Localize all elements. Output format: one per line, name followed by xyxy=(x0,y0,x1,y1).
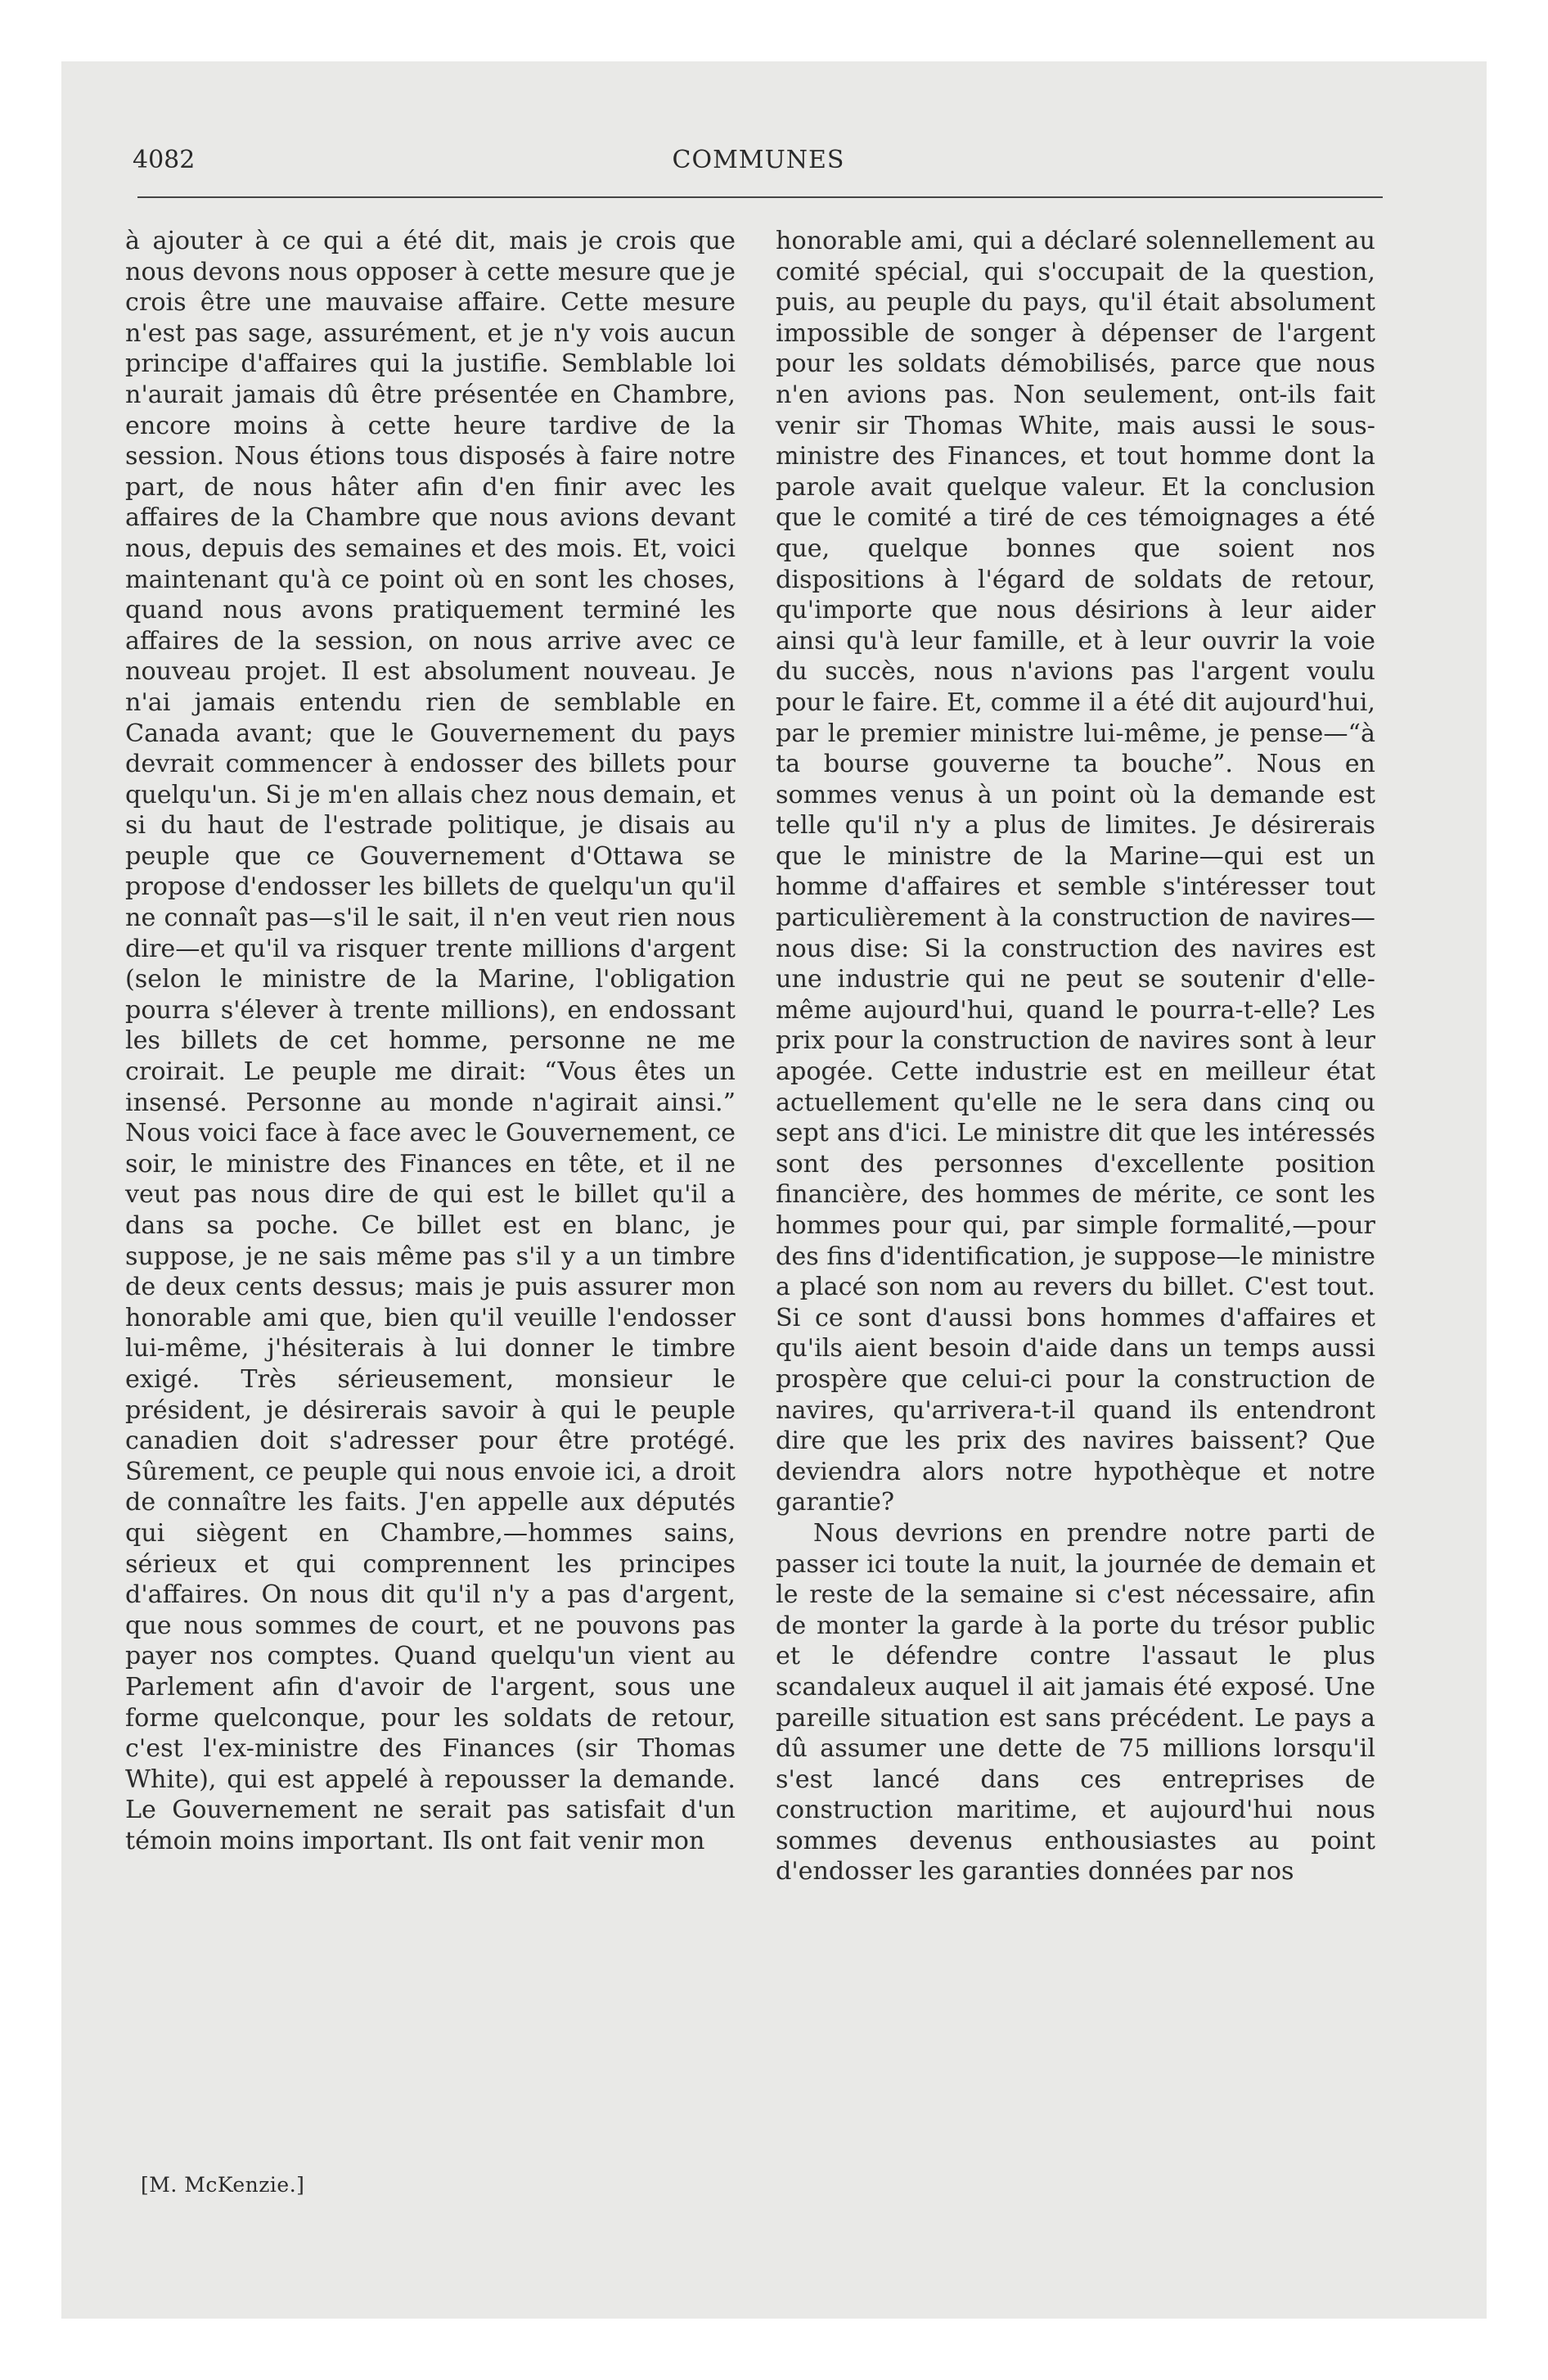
left-column-paragraph: à ajouter à ce qui a été dit, mais je crois que nous devons nous opposer à cette mesure que je crois être une mauvaise affaire. Cette mesure n'est pas sage, assurément, et je n'y vois aucun principe d'affaires qui la justifie. Semblable loi n'aurait jamais dû être présentée en Chambre, encore moins à cette heure tardive de la session. Nous étions tous disposés à faire notre part, de nous hâter afin d'en finir avec les affaires de la Chambre que nous avions devant nous, depuis des semaines et des mois. Et, voici maintenant qu'à ce point où en sont les choses, quand nous avons pratiquement terminé les affaires de la session, on nous arrive avec ce nouveau projet. Il est absolument nouveau. Je n'ai jamais entendu rien de semblable en Canada avant; que le Gouvernement du pays devrait commencer à endosser des billets pour quelqu'un. Si je m'en allais chez nous demain, et si du haut de l'estrade politique, je disais au peuple que ce Gouvernement d'Ottawa se propose d'endosser les billets de quelqu'un qu'il ne connaît pas—s'il le sait, il n'en veut rien nous dire—et qu'il va risquer trente millions d'argent (selon le ministre de la Marine, l'obligation pourra s'élever à trente millions), en endossant les billets de cet homme, personne ne me croirait. Le peuple me dirait: “Vous êtes un insensé. Personne au monde n'agirait ainsi.” Nous voici face à face avec le Gouvernement, ce soir, le ministre des Finances en tête, et il ne veut pas nous dire de qui est le billet qu'il a dans sa poche. Ce billet est en blanc, je suppose, je ne sais même pas s'il y a un timbre de deux cents dessus; mais je puis assurer mon honorable ami que, bien qu'il veuille l'endosser lui-même, j'hésiterais à lui donner le timbre exigé. Très sérieusement, monsieur le président, je désirerais savoir à qui le peuple canadien doit s'adresser pour être protégé. Sûrement, ce peuple qui nous envoie ici, a droit de connaître les faits. J'en appelle aux députés qui siègent en Chambre,—hommes sains, sérieux et qui comprennent les principes d'affaires. On nous dit qu'il n'y a pas d'argent, que nous sommes de court, et ne pouvons pas payer nos comptes. Quand quelqu'un vient au Parlement afin d'avoir de l'argent, sous une forme quelconque, pour les soldats de retour, c'est l'ex-ministre des Finances (sir Thomas White), qui est appelé à repousser la demande. Le Gouvernement ne serait pas satisfait d'un témoin moins important. Ils ont fait venir mon xyxy=(125,227,736,1855)
right-column xyxy=(776,226,1375,1887)
running-head xyxy=(133,139,1384,178)
left-column xyxy=(125,226,736,1856)
right-column-paragraph: Nous devrions en prendre notre parti de passer ici toute la nuit, la journée de demain et le reste de la semaine si c'est nécessaire, afin de monter la garde à la porte du trésor public et le défendre contre l'assaut le plus scandaleux auquel il ait jamais été exposé. Une pareille situation est sans précédent. Le pays a dû assumer une dette de 75 millions lorsqu'il s'est lancé dans ces entreprises de construction maritime, et aujourd'hui nous sommes devenus enthousiastes au point d'endosser les garanties données par nos xyxy=(776,1518,1375,1886)
page-header-title: COMMUNES xyxy=(672,146,845,174)
speaker-tag: [M. McKenzie.] xyxy=(141,2173,305,2197)
page-number: 4082 xyxy=(133,146,196,174)
header-rule xyxy=(137,196,1383,198)
right-column-paragraph: honorable ami, qui a déclaré solennellement au comité spécial, qui s'occupait de la question, puis, au peuple du pays, qu'il était absolument impossible de songer à dépenser de l'argent pour les soldats démobilisés, parce que nous n'en avions pas. Non seulement, ont-ils fait venir sir Thomas White, mais aussi le sous-ministre des Finances, et tout homme dont la parole avait quelque valeur. Et la conclusion que le comité a tiré de ces témoignages a été que, quelque bonnes que soient nos dispositions à l'égard de soldats de retour, qu'importe que nous désirions à leur aider ainsi qu'à leur famille, et à leur ouvrir la voie du succès, nous n'avions pas l'argent voulu pour le faire. Et, comme il a été dit aujourd'hui, par le premier ministre lui-même, je pense—“à ta bourse gouverne ta bouche”. Nous en sommes venus à un point où la demande est telle qu'il n'y a plus de limites. Je désirerais que le ministre de la Marine—qui est un homme d'affaires et semble s'intéresser tout particulièrement à la construction de navires—nous dise: Si la construction des navires est une industrie qui ne peut se soutenir d'elle-même aujourd'hui, quand le pourra-t-elle? Les prix pour la construction de navires sont à leur apogée. Cette industrie est en meilleur état actuellement qu'elle ne le sera dans cinq ou sept ans d'ici. Le ministre dit que les intéressés sont des personnes d'excellente position financière, des hommes de mérite, ce sont les hommes pour qui, par simple formalité,—pour des fins d'identification, je suppose—le ministre a placé son nom au revers du billet. C'est tout. Si ce sont d'aussi bons hommes d'affaires et qu'ils aient besoin d'aide dans un temps aussi prospère que celui-ci pour la construction de navires, qu'arrivera-t-il quand ils entendront dire que les prix des navires baissent? Que deviendra alors notre hypothèque et notre garantie? xyxy=(776,227,1375,1517)
